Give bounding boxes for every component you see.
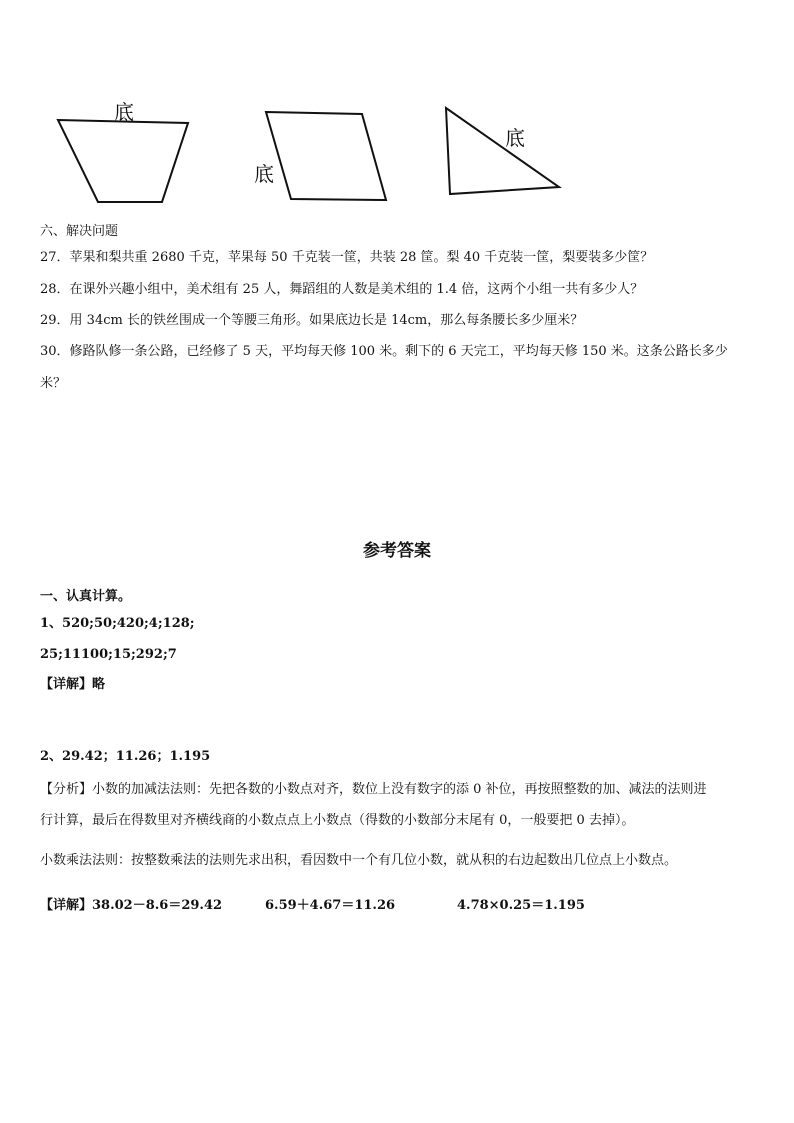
question-27: 27．苹果和梨共重 2680 千克，苹果每 50 千克装一筐，共装 28 筐。梨 40 千克装一筐，梨要装多少筐？	[40, 250, 654, 265]
answer-2-mult-rule: 小数乘法法则：按整数乘法的法则先求出积，看因数中一个有几位小数，就从积的右边起数出几位点上小数点。	[40, 853, 678, 868]
answer-1-detail: 【详解】略	[40, 677, 106, 692]
answer-2-heading: 2、29.42；11.26；1.195	[40, 749, 211, 764]
answers-section1-heading: 一、认真计算。	[40, 589, 132, 604]
answers-title: 参考答案	[363, 541, 431, 561]
answer-2-detail-expr1: 【详解】38.02－8.6＝29.42	[40, 898, 223, 913]
answer-1-line2: 25;11100;15;292;7	[40, 647, 177, 662]
answer-2-analysis-line2: 行计算，最后在得数里对齐横线商的小数点点上小数点（得数的小数部分末尾有 0，一般要把 0 去掉）。	[40, 813, 635, 828]
answer-1-line1: 1、520;50;420;4;128;	[40, 616, 195, 631]
section6-heading: 六、解决问题	[40, 224, 119, 239]
shape-figures	[50, 92, 570, 207]
answer-2-analysis-line1: 【分析】小数的加减法法则：先把各数的小数点对齐，数位上没有数字的添 0 补位，再按照整数的加、减法的法则进	[40, 782, 707, 797]
answer-2-detail-expr2: 6.59＋4.67＝11.26	[265, 898, 396, 913]
trapezoid-base-label: 底	[114, 100, 134, 124]
parallelogram-base-label: 底	[254, 162, 274, 186]
question-30-line2: 米？	[40, 376, 67, 391]
triangle-shape	[446, 108, 559, 194]
question-30-line1: 30．修路队修一条公路，已经修了 5 天，平均每天修 100 米。剩下的 6 天完工，平均每天修 150 米。这条公路长多少	[40, 344, 728, 359]
trapezoid-shape	[58, 120, 188, 202]
question-29: 29．用 34cm 长的铁丝围成一个等腰三角形。如果底边长是 14cm，那么每条腰长多少厘米？	[40, 313, 584, 328]
question-28: 28．在课外兴趣小组中，美术组有 25 人，舞蹈组的人数是美术组的 1.4 倍，这两个小组一共有多少人？	[40, 282, 644, 297]
parallelogram-shape	[266, 112, 386, 200]
triangle-base-label: 底	[505, 126, 525, 150]
answer-2-detail-expr3: 4.78×0.25＝1.195	[457, 898, 585, 913]
